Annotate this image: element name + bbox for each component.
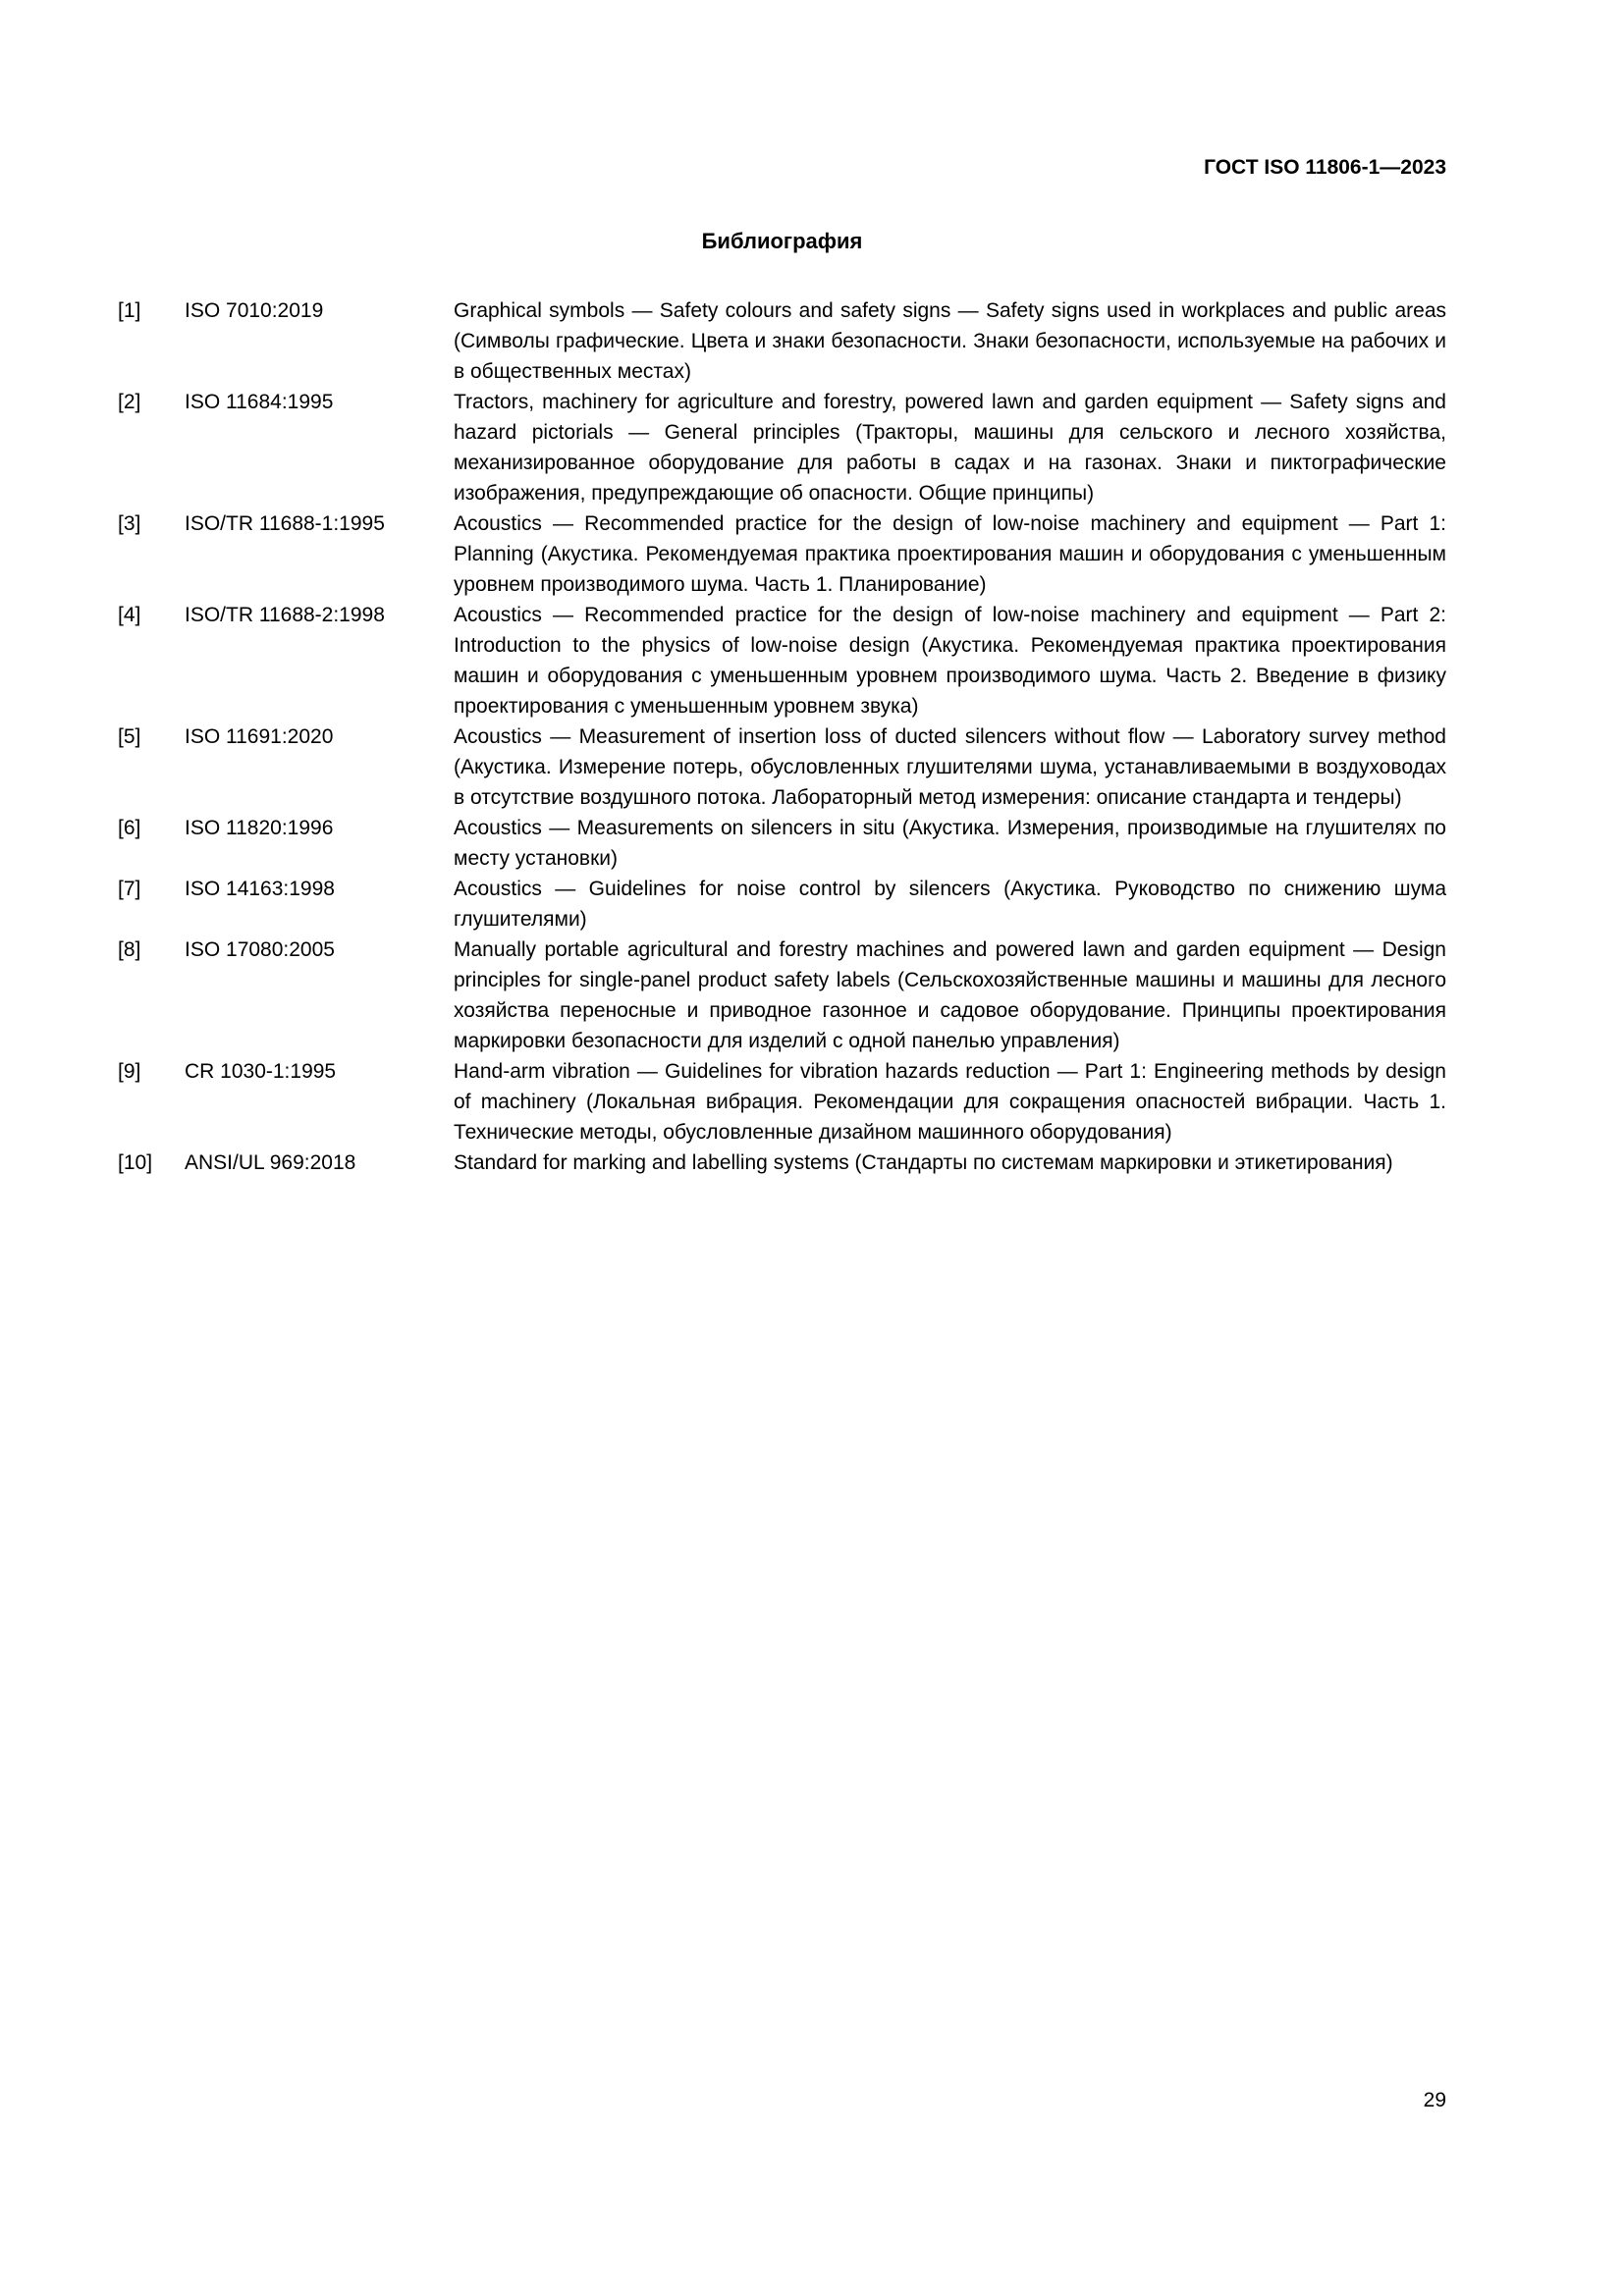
reference-text: Acoustics — Measurements on silencers in situ (Акустика. Измерения, производимые на глушителях по месту установки) xyxy=(454,817,1446,870)
reference-text: Hand-arm vibration — Guidelines for vibration hazards reduction — Part 1: Engineering methods by design of machinery (Локальная вибрация. Рекомендации для сокращения опасностей вибрации. Часть 1. Технические методы, обусловленные дизайном машинного оборудования) xyxy=(454,1060,1446,1144)
reference-text: Manually portable agricultural and forestry machines and powered lawn and garden equipment — Design principles for single-panel product safety labels (Сельскохозяйственные машины и машины для лесного хозяйства переносные и приводное газонное и садовое оборудование. Принципы проектирования маркировки безопасности для изделий с одной панелью управления) xyxy=(454,938,1446,1052)
reference-text: Standard for marking and labelling systems (Стандарты по системам маркировки и этикетирования) xyxy=(454,1151,1393,1174)
reference-code: ISO 11820:1996 xyxy=(185,817,334,839)
reference-code: ISO/TR 11688-1:1995 xyxy=(185,512,385,535)
reference-number: [9] xyxy=(118,1060,141,1083)
reference-code: ISO 14163:1998 xyxy=(185,878,335,900)
doc-code: ГОСТ ISO 11806-1—2023 xyxy=(1204,156,1446,179)
reference-text: Acoustics — Recommended practice for the design of low-noise machinery and equipment — Part 1: Planning (Акустика. Рекомендуемая практика проектирования машин и оборудования с уменьшенным уровнем производимого шума. Часть 1. Планирование) xyxy=(454,512,1446,596)
reference-number: [1] xyxy=(118,299,141,322)
reference-text: Acoustics — Guidelines for noise control by silencers (Акустика. Руководство по снижению шума глушителями) xyxy=(454,878,1446,931)
bibliography-entry xyxy=(118,1148,1446,1178)
reference-code: ISO 17080:2005 xyxy=(185,938,335,961)
bibliography-entry xyxy=(118,508,1446,600)
reference-number: [10] xyxy=(118,1151,153,1174)
reference-code: CR 1030-1:1995 xyxy=(185,1060,337,1083)
reference-number: [8] xyxy=(118,938,141,961)
bibliography-entry xyxy=(118,600,1446,721)
reference-code: ISO 7010:2019 xyxy=(185,299,324,322)
bibliography-list xyxy=(118,295,1446,1178)
reference-number: [5] xyxy=(118,725,141,748)
reference-code: ISO 11691:2020 xyxy=(185,725,334,748)
reference-code: ANSI/UL 969:2018 xyxy=(185,1151,356,1174)
document-header xyxy=(118,155,1446,181)
reference-number: [2] xyxy=(118,391,141,413)
reference-code: ISO/TR 11688-2:1998 xyxy=(185,604,385,626)
bibliography-entry xyxy=(118,934,1446,1056)
page-title: Библиография xyxy=(701,229,863,253)
bibliography-entry xyxy=(118,1056,1446,1148)
reference-code: ISO 11684:1995 xyxy=(185,391,334,413)
reference-number: [7] xyxy=(118,878,141,900)
reference-text: Tractors, machinery for agriculture and forestry, powered lawn and garden equipment — Safety signs and hazard pictorials — General principles (Тракторы, машины для сельского и лесного хозяйства, механизированное оборудование для работы в садах и на газонах. Знаки и пиктографические изображения, предупреждающие об опасности. Общие принципы) xyxy=(454,391,1446,505)
reference-number: [4] xyxy=(118,604,141,626)
reference-number: [6] xyxy=(118,817,141,839)
reference-text: Acoustics — Recommended practice for the design of low-noise machinery and equipment — Part 2: Introduction to the physics of low-noise design (Акустика. Рекомендуемая практика проектирования машин и оборудования с уменьшенным уровнем производимого шума. Часть 2. Введение в физику проектирования с уменьшенным уровнем звука) xyxy=(454,604,1446,718)
reference-number: [3] xyxy=(118,512,141,535)
bibliography-entry xyxy=(118,874,1446,934)
bibliography-entry xyxy=(118,813,1446,874)
reference-text: Graphical symbols — Safety colours and safety signs — Safety signs used in workplaces and public areas (Символы графические. Цвета и знаки безопасности. Знаки безопасности, используемые на рабочих и в общественных местах) xyxy=(454,299,1446,383)
reference-text: Acoustics — Measurement of insertion loss of ducted silencers without flow — Laboratory survey method (Акустика. Измерение потерь, обусловленных глушителями шума, устанавливаемыми в воздуховодах в отсутствие воздушного потока. Лабораторный метод измерения: описание стандарта и тендеры) xyxy=(454,725,1446,809)
bibliography-entry xyxy=(118,387,1446,508)
page-number: 29 xyxy=(1423,2089,1446,2111)
bibliography-entry xyxy=(118,295,1446,387)
bibliography-entry xyxy=(118,721,1446,813)
